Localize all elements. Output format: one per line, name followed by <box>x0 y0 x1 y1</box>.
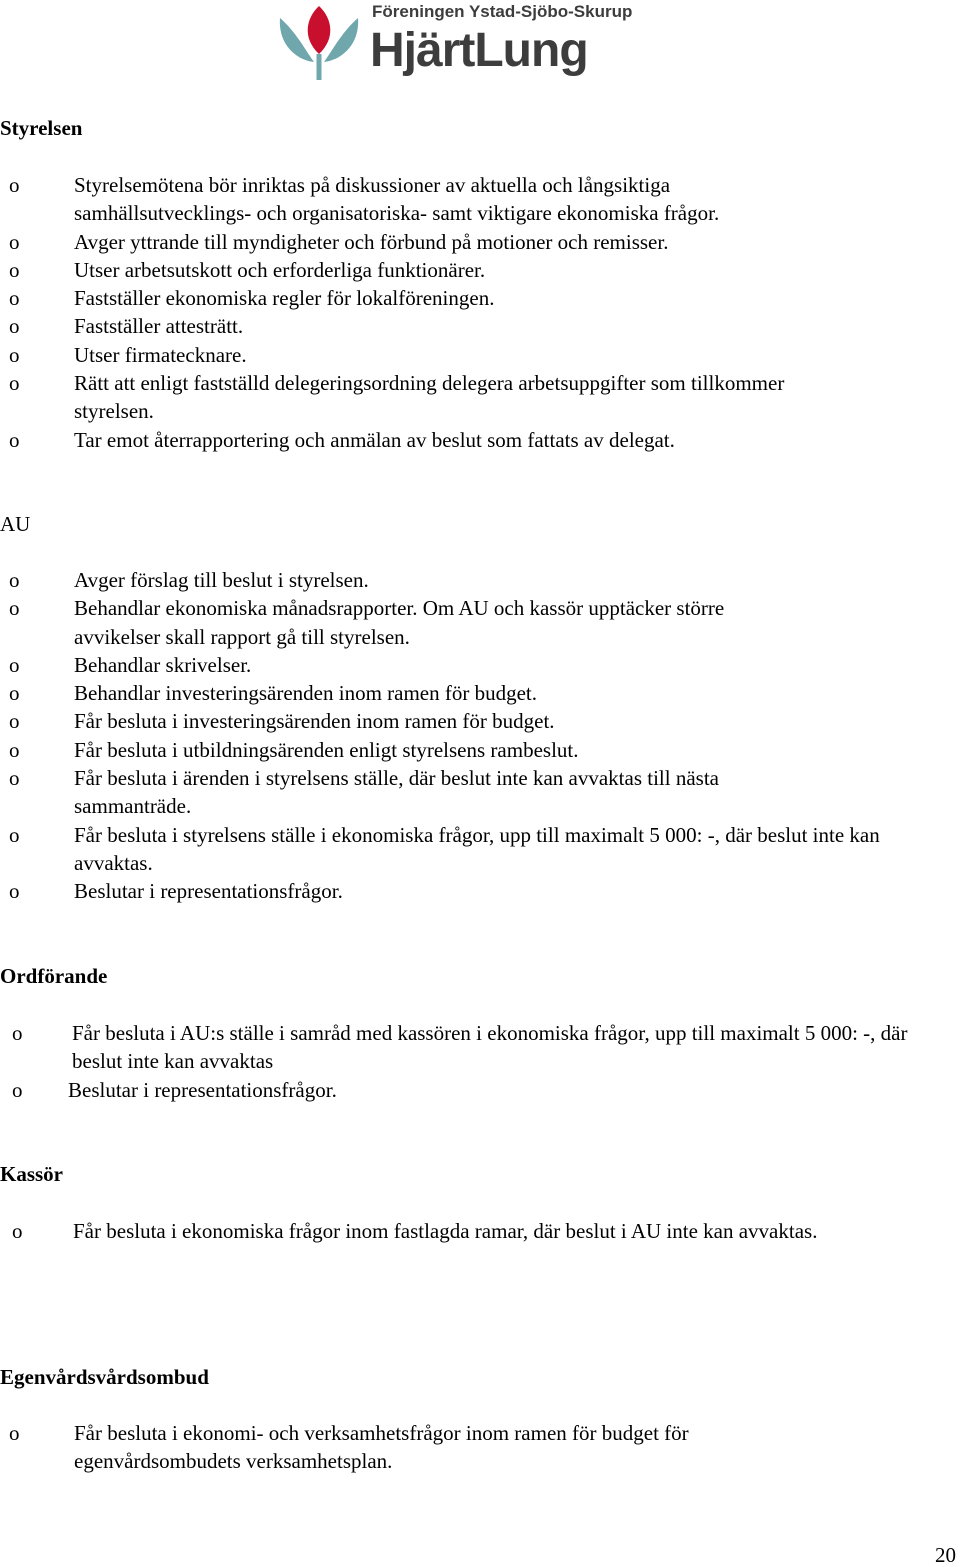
section-heading-egenvardsombud: Egenvårdsvårdsombud <box>0 1365 209 1389</box>
bullet: o <box>9 568 20 592</box>
bullet: o <box>9 652 20 677</box>
bullet: o <box>9 314 20 339</box>
list-item: o Beslutar i representationsfrågor. <box>0 877 880 905</box>
bullet: o <box>9 371 20 396</box>
tulip-logo-icon <box>276 4 362 82</box>
logo-name: HjärtLung <box>370 24 588 77</box>
section-heading-au: AU <box>0 512 31 536</box>
bullet: o <box>9 1421 20 1445</box>
ordforande-list <box>0 1019 908 1104</box>
list-item: o Behandlar skrivelser. <box>0 651 880 679</box>
kassor-list <box>0 1217 880 1245</box>
list-item: o Avger yttrande till myndigheter och förbund på motioner och remisser. <box>0 228 880 256</box>
list-item: o Utser arbetsutskott och erforderliga funktionärer. <box>0 256 880 284</box>
list-item: o Behandlar investeringsärenden inom ramen för budget. <box>0 679 880 707</box>
list-item: o Får besluta i styrelsens ställe i ekonomiska frågor, upp till maximalt 5 000: -, där beslut inte kan avvaktas. <box>9 822 880 875</box>
section-heading-ordforande: Ordförande <box>0 964 108 988</box>
list-item: o Får besluta i AU:s ställe i samråd med kassören i ekonomiska frågor, upp till maximalt 5 000: -, där beslut inte kan avvaktas <box>12 1021 908 1074</box>
egenvardsombud-list <box>0 1419 880 1476</box>
list-item: o Får besluta i ekonomi- och verksamhetsfrågor inom ramen för budget för egenvårdsombudets verksamhetsplan. <box>9 1421 689 1474</box>
bullet: o <box>12 1077 23 1102</box>
list-item: o Utser firmatecknare. <box>0 341 880 369</box>
list-item: o Får besluta i utbildningsärenden enligt styrelsens rambeslut. <box>0 736 880 764</box>
bullet: o <box>9 427 20 452</box>
bullet: o <box>9 286 20 311</box>
bullet: o <box>9 229 20 254</box>
list-item: o Fastställer attesträtt. <box>0 312 880 340</box>
bullet: o <box>9 709 20 734</box>
logo <box>276 0 676 90</box>
list-item: o Får besluta i ärenden i styrelsens ställe, där beslut inte kan avvaktas till nästa sammanträde. <box>9 766 719 819</box>
list-item: o Beslutar i representationsfrågor. <box>0 1076 880 1104</box>
bullet: o <box>9 681 20 706</box>
bullet: o <box>9 766 20 791</box>
bullet: o <box>9 257 20 282</box>
bullet: o <box>12 1021 23 1045</box>
list-item: o Fastställer ekonomiska regler för lokalföreningen. <box>0 284 880 312</box>
bullet: o <box>9 822 20 847</box>
bullet: o <box>9 737 20 762</box>
list-item: o Rätt att enligt fastställd delegeringsordning delegera arbetsuppgifter som tillkommer styrelsen. <box>9 371 785 424</box>
list-item: o Behandlar ekonomiska månadsrapporter. Om AU och kassör upptäcker större avvikelser skall rapport gå till styrelsen. <box>9 596 725 649</box>
logo-organization: Föreningen Ystad-Sjöbo-Skurup <box>372 2 633 21</box>
page-number: 20 <box>935 1543 956 1567</box>
bullet: o <box>12 1219 23 1243</box>
styrelsen-list <box>0 171 880 454</box>
section-heading-kassor: Kassör <box>0 1162 63 1186</box>
bullet: o <box>9 879 20 904</box>
list-item: o Avger förslag till beslut i styrelsen. <box>0 566 880 594</box>
list-item: o Får besluta i investeringsärenden inom ramen för budget. <box>0 707 880 735</box>
list-item: o Tar emot återrapportering och anmälan av beslut som fattats av delegat. <box>0 426 880 454</box>
list-item: o Får besluta i ekonomiska frågor inom fastlagda ramar, där beslut i AU inte kan avvaktas. <box>0 1217 880 1245</box>
section-heading-styrelsen: Styrelsen <box>0 116 83 140</box>
list-item: o Styrelsemötena bör inriktas på diskussioner av aktuella och långsiktiga samhällsutvecklings- och organisatoriska- samt viktigare ekonomiska frågor. <box>9 173 720 226</box>
bullet: o <box>9 173 20 197</box>
bullet: o <box>9 596 20 621</box>
bullet: o <box>9 342 20 367</box>
au-list <box>0 566 880 906</box>
